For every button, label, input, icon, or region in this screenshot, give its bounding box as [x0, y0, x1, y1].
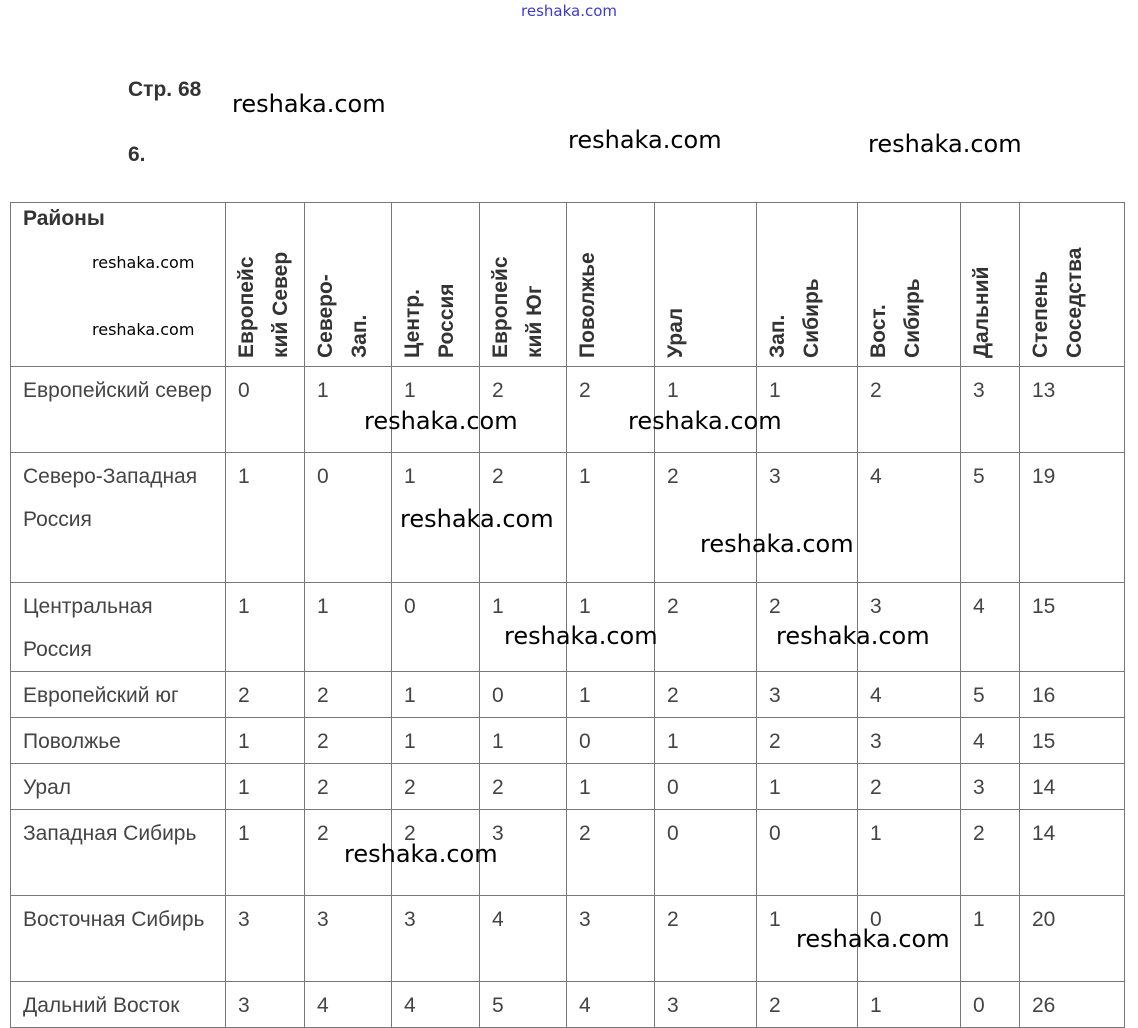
watermark: reshaka.com [364, 407, 518, 435]
table-cell: 2 [757, 583, 858, 672]
table-row [11, 672, 1125, 718]
table-cell: 1 [655, 718, 757, 764]
table-cell: 1 [567, 672, 655, 718]
column-header-label: Дальний [970, 266, 993, 358]
table-cell: 0 [655, 764, 757, 810]
table-cell: 1 [757, 764, 858, 810]
column-header [567, 203, 655, 367]
table-cell: 4 [567, 982, 655, 1028]
column-header [392, 203, 480, 367]
table-cell: 3 [226, 896, 305, 982]
watermark: reshaka.com [700, 530, 854, 558]
column-header [655, 203, 757, 367]
column-header-label: Европейс кий Юг [489, 256, 546, 358]
column-header [305, 203, 392, 367]
table-cell: 1 [305, 367, 392, 453]
table-cell: 1 [305, 583, 392, 672]
watermark: reshaka.com [504, 622, 658, 650]
region-name: Западная Сибирь [11, 810, 226, 896]
watermark: reshaka.com [776, 622, 930, 650]
header-row [11, 203, 1125, 367]
column-header [757, 203, 858, 367]
corner-header: Районы [11, 203, 226, 367]
table-cell: 3 [757, 672, 858, 718]
table-cell: 16 [1020, 672, 1125, 718]
watermark: reshaka.com [868, 130, 1022, 158]
table-cell: 2 [392, 764, 480, 810]
region-name: Восточная Сибирь [11, 896, 226, 982]
table-cell: 2 [392, 810, 480, 896]
region-name: Северо-Западная Россия [11, 453, 226, 583]
table-cell: 20 [1020, 896, 1125, 982]
table-row [11, 810, 1125, 896]
table-cell: 1 [567, 453, 655, 583]
table-cell: 0 [567, 718, 655, 764]
column-header-label: Поволжье [576, 252, 599, 358]
table-cell: 1 [655, 367, 757, 453]
table-cell: 1 [226, 718, 305, 764]
column-header-label: Степень Соседства [1029, 247, 1086, 358]
column-header-label: Европейс кий Север [235, 251, 292, 358]
table-cell: 2 [305, 718, 392, 764]
table-cell: 1 [226, 583, 305, 672]
table-cell: 2 [655, 453, 757, 583]
region-name: Поволжье [11, 718, 226, 764]
table-cell: 1 [858, 982, 961, 1028]
table-cell: 1 [226, 453, 305, 583]
table-cell: 2 [655, 583, 757, 672]
table-cell: 13 [1020, 367, 1125, 453]
table-cell: 15 [1020, 718, 1125, 764]
table-cell: 1 [392, 367, 480, 453]
table-cell: 4 [392, 982, 480, 1028]
table-cell: 26 [1020, 982, 1125, 1028]
column-header [961, 203, 1020, 367]
table-cell: 2 [757, 718, 858, 764]
table-cell: 0 [305, 453, 392, 583]
table-cell: 1 [567, 583, 655, 672]
table-cell: 5 [961, 672, 1020, 718]
watermark: reshaka.com [400, 505, 554, 533]
table-cell: 4 [305, 982, 392, 1028]
table-cell: 0 [226, 367, 305, 453]
table-cell: 1 [757, 896, 858, 982]
column-header-label: Зап. Сибирь [766, 278, 823, 358]
watermark: reshaka.com [628, 407, 782, 435]
table-cell: 1 [961, 896, 1020, 982]
table-cell: 1 [480, 718, 567, 764]
table-cell: 2 [757, 982, 858, 1028]
table-cell: 2 [655, 672, 757, 718]
watermark: reshaka.com [92, 253, 195, 272]
table-cell: 1 [858, 810, 961, 896]
table-cell: 0 [392, 583, 480, 672]
table-cell: 0 [961, 982, 1020, 1028]
region-name: Европейский юг [11, 672, 226, 718]
table-cell: 14 [1020, 764, 1125, 810]
region-name: Дальний Восток [11, 982, 226, 1028]
table-row [11, 764, 1125, 810]
column-header-label: Северо- Зап. [314, 274, 371, 358]
table-cell: 1 [567, 764, 655, 810]
table-cell: 2 [567, 367, 655, 453]
table-cell: 2 [480, 367, 567, 453]
table-cell: 5 [961, 453, 1020, 583]
page-label: Стр. 68 [128, 78, 202, 101]
table-cell: 2 [480, 453, 567, 583]
region-name: Центральная Россия [11, 583, 226, 672]
watermark: reshaka.com [232, 90, 386, 118]
neighborhood-table [10, 202, 1125, 1028]
table-cell: 4 [858, 453, 961, 583]
table-cell: 2 [858, 367, 961, 453]
column-header-label: Вост. Сибирь [867, 278, 924, 358]
table-cell: 3 [226, 982, 305, 1028]
table-cell: 2 [226, 672, 305, 718]
table-row [11, 453, 1125, 583]
table-cell: 3 [858, 718, 961, 764]
table-cell: 4 [961, 583, 1020, 672]
table-row [11, 718, 1125, 764]
table-row [11, 982, 1125, 1028]
table-cell: 0 [757, 810, 858, 896]
column-header-label: Центр. Россия [401, 283, 458, 358]
table-cell: 2 [480, 764, 567, 810]
table-cell: 0 [655, 810, 757, 896]
table-cell: 4 [961, 718, 1020, 764]
table-cell: 2 [961, 810, 1020, 896]
table-cell: 2 [858, 764, 961, 810]
table-cell: 3 [567, 896, 655, 982]
table-cell: 1 [392, 453, 480, 583]
table-cell: 15 [1020, 583, 1125, 672]
table-cell: 2 [305, 810, 392, 896]
table-cell: 3 [961, 764, 1020, 810]
table-row [11, 896, 1125, 982]
table-cell: 1 [226, 764, 305, 810]
watermark-top: reshaka.com [521, 2, 617, 20]
table-cell: 3 [655, 982, 757, 1028]
table-cell: 2 [567, 810, 655, 896]
table-cell: 1 [226, 810, 305, 896]
task-number: 6. [128, 143, 146, 166]
table-cell: 2 [305, 764, 392, 810]
table-row [11, 367, 1125, 453]
table-cell: 0 [480, 672, 567, 718]
table-cell: 4 [858, 672, 961, 718]
table-cell: 5 [480, 982, 567, 1028]
table-cell: 3 [757, 453, 858, 583]
table-cell: 1 [480, 583, 567, 672]
table-cell: 14 [1020, 810, 1125, 896]
column-header [226, 203, 305, 367]
table-cell: 3 [392, 896, 480, 982]
region-name: Урал [11, 764, 226, 810]
table-cell: 4 [480, 896, 567, 982]
column-header [480, 203, 567, 367]
table-cell: 2 [305, 672, 392, 718]
region-name: Европейский север [11, 367, 226, 453]
table-cell: 1 [392, 672, 480, 718]
table-cell: 3 [858, 583, 961, 672]
column-header [1020, 203, 1125, 367]
table-cell: 3 [961, 367, 1020, 453]
watermark: reshaka.com [344, 840, 498, 868]
table-cell: 0 [858, 896, 961, 982]
table-cell: 3 [305, 896, 392, 982]
watermark: reshaka.com [568, 126, 722, 154]
table-cell: 19 [1020, 453, 1125, 583]
table-cell: 3 [480, 810, 567, 896]
watermark: reshaka.com [796, 925, 950, 953]
watermark: reshaka.com [92, 320, 195, 339]
table-cell: 2 [655, 896, 757, 982]
table-cell: 1 [757, 367, 858, 453]
column-header [858, 203, 961, 367]
table-row [11, 583, 1125, 672]
column-header-label: Урал [664, 307, 687, 358]
table-cell: 1 [392, 718, 480, 764]
